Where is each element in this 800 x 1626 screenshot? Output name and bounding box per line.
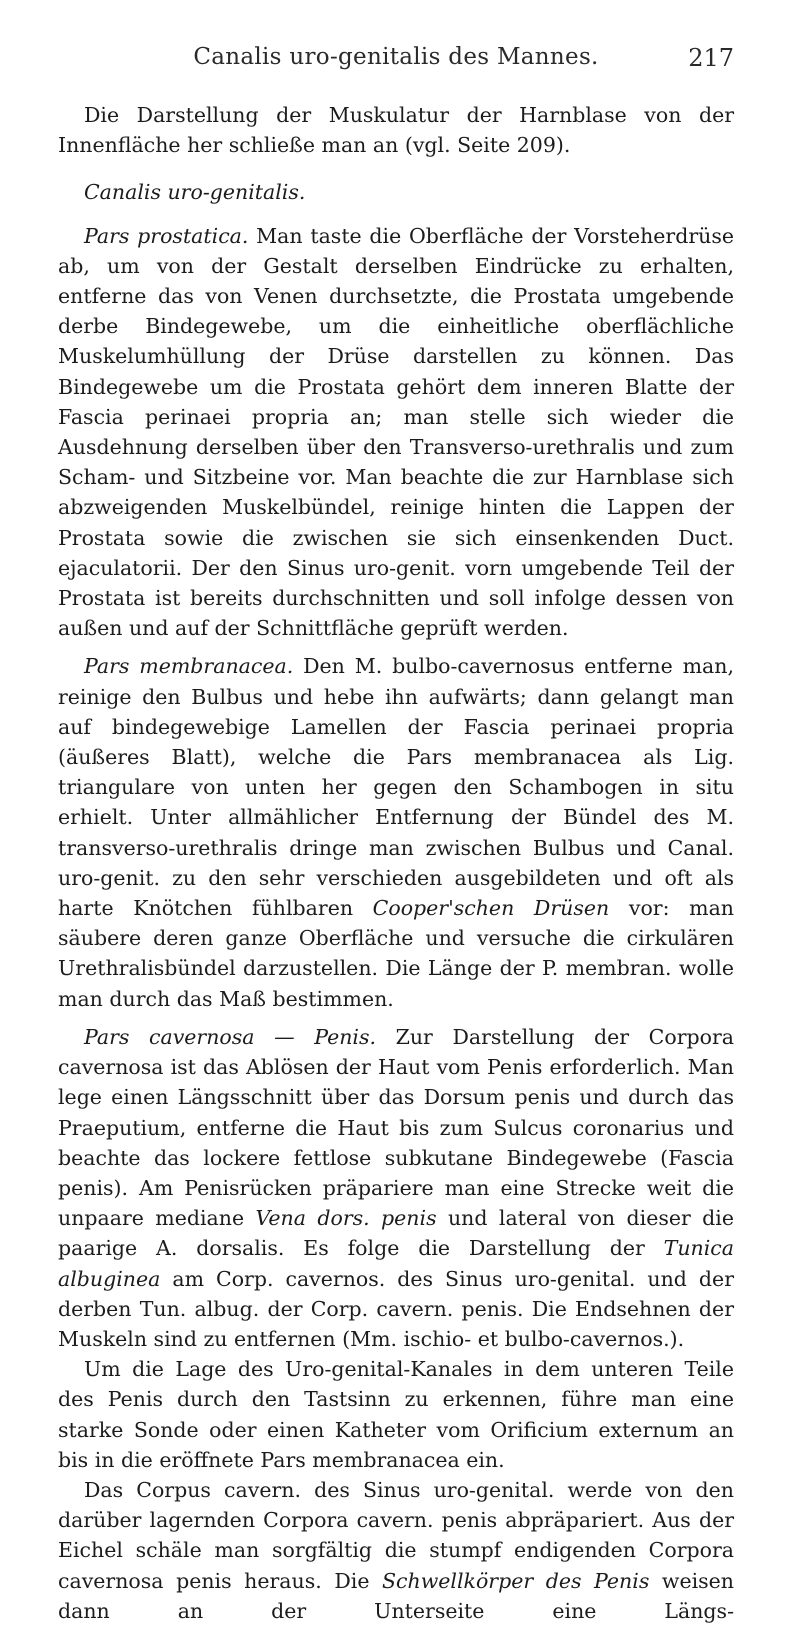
paragraph-pars-prostatica (58, 221, 734, 644)
paragraph-run-in-head: Pars prostatica. (84, 223, 249, 248)
paragraph-text: Den M. bulbo-cavernosus entferne man, reinige den Bulbus und hebe ihn aufwärts; dann gelangt man auf bindegewebige Lamellen der Fascia perinaei propria (äußeres Blatt), welche die Pars membranacea als Lig. triangulare von unten her gegen den Schambogen in situ erhielt. Unter allmählicher Entfernung der Bündel des M. transverso-urethralis dringe man zwischen Bulbus und Canal. uro-genit. zu den sehr verschieden ausgebildeten und oft als harte Knötchen fühlbaren (58, 654, 734, 921)
paragraph-text: Man taste die Oberfläche der Vorsteherdrüse ab, um von der Gestalt derselben Eindrücke zu erhalten, entferne das von Venen durchsetzte, die Prostata umgebende derbe Bindegewebe, um die einheitliche oberflächliche Muskelumhüllung der Drüse darstellen zu können. Das Bindegewebe um die Prostata gehört dem inneren Blatte der Fascia perinaei propria an; man stelle sich wieder die Ausdehnung derselben über den Transverso-urethralis und zum Scham- und Sitzbeine vor. Man beachte die zur Harnblase sich abzweigenden Muskelbündel, reinige hinten die Lappen der Prostata sowie die zwischen sie sich einsenkenden Duct. ejaculatorii. Der den Sinus uro-genit. vorn umgebende Teil der Prostata ist bereits durchschnitten und soll infolge dessen von außen und auf der Schnittfläche geprüft werden. (58, 223, 734, 641)
section-heading (58, 177, 734, 207)
paragraph-text: Die Darstellung der Muskulatur der Harnblase von der Innenfläche her schließe man an (vgl. Seite 209). (58, 103, 734, 158)
italic-term: Cooper'schen Drüsen (372, 896, 610, 921)
page-number: 217 (688, 44, 734, 72)
paragraph-run-in-head: Pars cavernosa — Penis. (84, 1024, 377, 1049)
section-heading-text: Canalis uro-genitalis. (84, 180, 306, 205)
paragraph-text: Zur Darstellung der Corpora cavernosa ist das Ablösen der Haut vom Penis erforderlich. Man lege einen Längsschnitt über das Dorsum penis und durch das Praeputium, entferne die Haut bis zum Sulcus coronarius und beachte das lockere fettlose subkutane Bindegewebe (Fascia penis). Am Penisrücken präpariere man eine Strecke weit die unpaare mediane (58, 1024, 734, 1231)
paragraph-urogenital-kanal (58, 1354, 734, 1475)
paragraph-text: und lateral von dieser die paarige A. dorsalis. Es folge die Darstellung der (58, 1206, 734, 1261)
paragraph-text: am Corp. cavernos. des Sinus uro-genital. und der derben Tun. albug. der Corp. cavern. penis. Die Endsehnen der Muskeln sind zu entfernen (Mm. ischio- et bulbo-cavernos.). (58, 1266, 734, 1351)
italic-term: Tunica albuginea (58, 1236, 734, 1291)
paragraph-text: weisen dann an der Unterseite eine Längs- (58, 1568, 734, 1623)
paragraph-pars-membranacea (58, 651, 734, 1013)
page-header (58, 44, 734, 78)
paragraph-text: vor: man säubere deren ganze Oberfläche und versuche die cirkulären Urethralisbündel darzustellen. Die Länge der P. membran. wolle man durch das Maß bestimmen. (58, 896, 734, 1011)
paragraph-corpus-cavernosum (58, 1475, 734, 1626)
running-title: Canalis uro-genitalis des Mannes. (193, 44, 599, 70)
italic-term: Schwellkörper des Penis (382, 1568, 650, 1593)
paragraph-pars-cavernosa (58, 1022, 734, 1354)
paragraph-text: Um die Lage des Uro-genital-Kanales in dem unteren Teile des Penis durch den Tastsinn zu erkennen, führe man eine starke Sonde oder einen Katheter vom Orificium externum an bis in die eröffnete Pars membranacea ein. (58, 1357, 734, 1472)
paragraph-intro (58, 100, 734, 160)
italic-term: Vena dors. penis (255, 1206, 437, 1231)
paragraph-run-in-head: Pars membranacea. (84, 654, 294, 679)
paragraph-text: Das Corpus cavern. des Sinus uro-genital. werde von den darüber lagernden Corpora cavern. penis abpräpariert. Aus der Eichel schäle man sorgfältig die stumpf endigenden Corpora cavernosa penis heraus. Die (58, 1477, 734, 1593)
body-text (58, 100, 734, 1626)
